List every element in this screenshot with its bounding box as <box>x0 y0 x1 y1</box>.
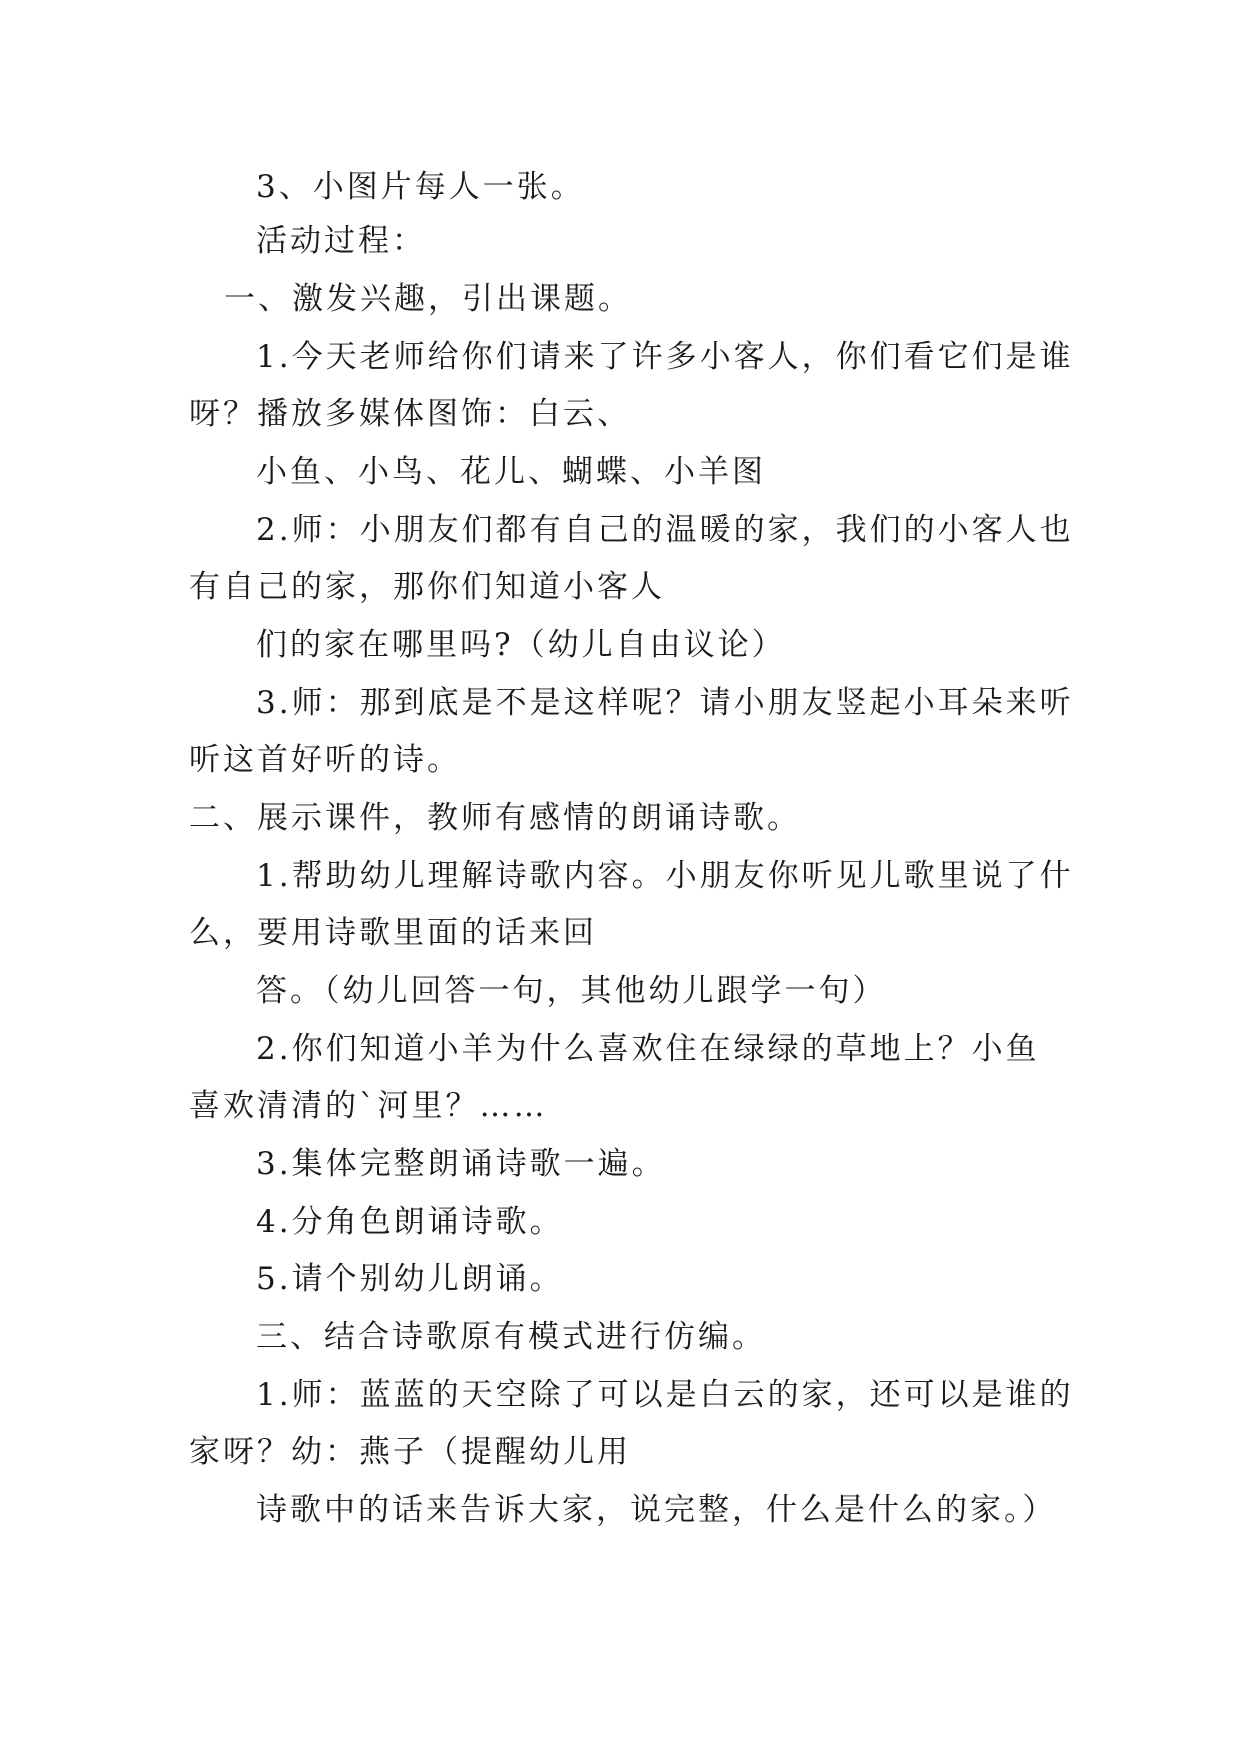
text-line: 3.师：那到底是不是这样呢？请小朋友竖起小耳朵来听 <box>256 685 1074 721</box>
text-line: 3、小图片每人一张。 <box>256 169 585 205</box>
text-line: 小鱼、小鸟、花儿、蝴蝶、小羊图 <box>256 454 766 490</box>
text-line: 2.师：小朋友们都有自己的温暖的家，我们的小客人也 <box>256 512 1074 548</box>
text-line: 诗歌中的话来告诉大家，说完整，什么是什么的家。） <box>256 1492 1057 1528</box>
text-line: 一、激发兴趣，引出课题。 <box>224 281 632 317</box>
text-line: 有自己的家，那你们知道小客人 <box>189 569 665 605</box>
text-line: 喜欢清清的`河里？…… <box>189 1088 548 1124</box>
text-line: 1.师：蓝蓝的天空除了可以是白云的家，还可以是谁的 <box>256 1377 1074 1413</box>
text-line: 4.分角色朗诵诗歌。 <box>256 1204 564 1240</box>
text-line: 听这首好听的诗。 <box>189 742 461 778</box>
text-line: 家呀？幼：燕子（提醒幼儿用 <box>189 1434 631 1470</box>
text-line: 呀？播放多媒体图饰：白云、 <box>189 396 631 432</box>
text-line: 么，要用诗歌里面的话来回 <box>189 915 597 951</box>
text-line: 2.你们知道小羊为什么喜欢住在绿绿的草地上？小鱼 <box>256 1031 1040 1067</box>
text-line: 5.请个别幼儿朗诵。 <box>256 1261 564 1297</box>
text-line: 三、结合诗歌原有模式进行仿编。 <box>256 1319 766 1355</box>
text-line: 二、展示课件，教师有感情的朗诵诗歌。 <box>189 800 801 836</box>
text-line: 3.集体完整朗诵诗歌一遍。 <box>256 1146 666 1182</box>
text-line: 活动过程： <box>256 223 426 259</box>
text-line: 们的家在哪里吗?（幼儿自由议论） <box>256 627 786 663</box>
text-line: 1.帮助幼儿理解诗歌内容。小朋友你听见儿歌里说了什 <box>256 858 1074 894</box>
text-line: 1.今天老师给你们请来了许多小客人，你们看它们是谁 <box>256 339 1074 375</box>
text-line: 答。（幼儿回答一句，其他幼儿跟学一句） <box>256 973 887 1009</box>
